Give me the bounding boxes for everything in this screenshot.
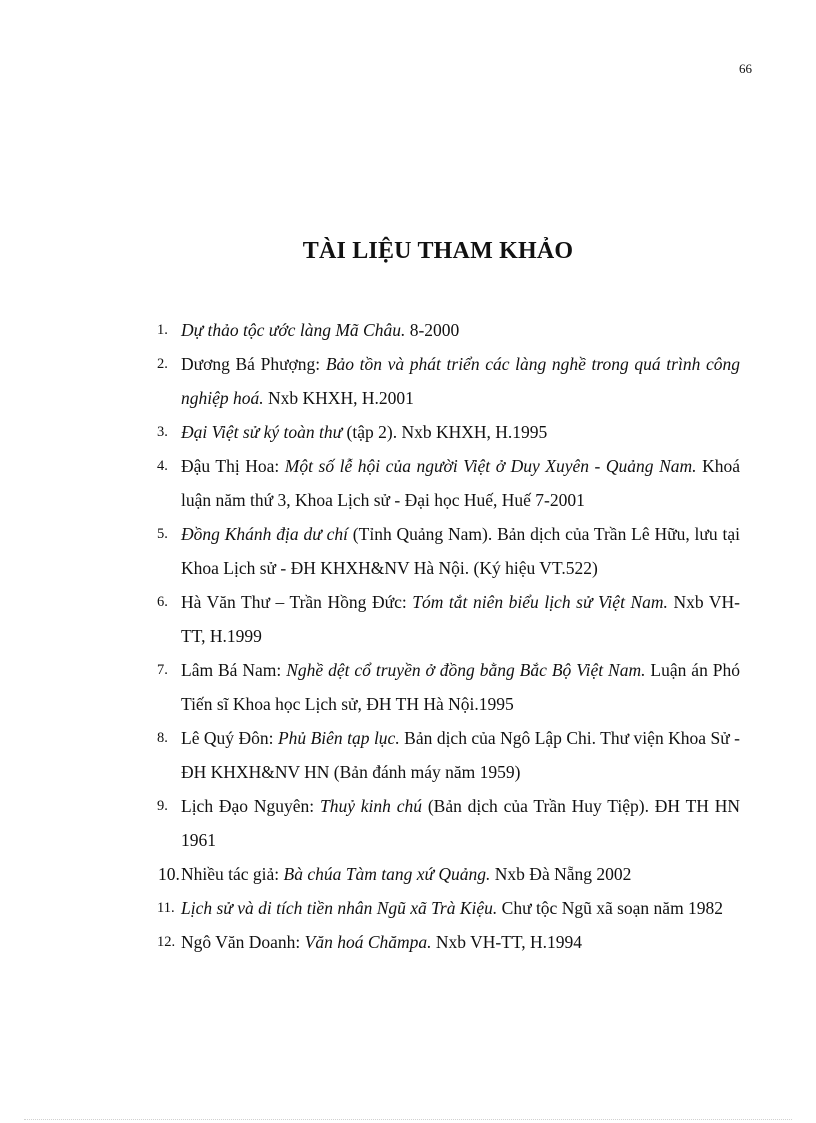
reference-number: 7.: [157, 662, 168, 678]
reference-title: Lịch sử và di tích tiền nhân Ngũ xã Trà Kiệu.: [181, 898, 498, 918]
reference-title: Một số lễ hội của người Việt ở Duy Xuyên - Quảng Nam.: [284, 456, 697, 476]
reference-author: Nhiều tác giả:: [181, 864, 284, 884]
reference-title: Văn hoá Chămpa.: [304, 932, 432, 952]
reference-author: Ngô Văn Doanh:: [181, 932, 305, 952]
reference-title: Thuỷ kinh chú: [319, 796, 423, 816]
reference-item: [155, 653, 740, 721]
reference-author: Dương Bá Phượng:: [181, 354, 326, 374]
reference-details: (Tỉnh Quảng Nam). Bản dịch của Trần Lê Hữu, lưu tại Khoa Lịch sử - ĐH KHXH&NV Hà Nội. (Ký hiệu VT.522): [181, 524, 740, 578]
reference-details: (Bản dịch của Trần Huy Tiệp). ĐH TH HN 1961: [181, 796, 740, 850]
reference-item: [155, 347, 740, 415]
reference-item: [155, 415, 740, 449]
reference-number: 2.: [157, 356, 168, 372]
reference-title: Dự thảo tộc ước làng Mã Châu.: [181, 320, 406, 340]
reference-number: 6.: [157, 594, 168, 610]
reference-details: Nxb Đà Nẵng 2002: [490, 864, 632, 884]
reference-title: Đồng Khánh địa dư chí: [181, 524, 348, 544]
reference-number: 8.: [157, 730, 168, 746]
reference-item: [155, 517, 740, 585]
reference-item: [155, 313, 740, 347]
reference-item: [155, 857, 740, 891]
reference-item: [155, 721, 740, 789]
reference-title: Nghề dệt cổ truyền ở đồng bằng Bắc Bộ Việt Nam.: [286, 660, 646, 680]
reference-title: Tóm tắt niên biểu lịch sử Việt Nam.: [412, 592, 668, 612]
reference-number: 12.: [157, 934, 176, 950]
reference-item: [155, 891, 740, 925]
reference-details: (tập 2). Nxb KHXH, H.1995: [342, 422, 548, 442]
reference-details: Chư tộc Ngũ xã soạn năm 1982: [497, 898, 724, 918]
page-bottom-divider: [24, 1119, 792, 1120]
reference-author: Hà Văn Thư – Trần Hồng Đức:: [181, 592, 413, 612]
reference-details: Bản dịch của Ngô Lập Chi. Thư viện Khoa Sử - ĐH KHXH&NV HN (Bản đánh máy năm 1959): [181, 728, 740, 782]
reference-item: [155, 449, 740, 517]
reference-number: 9.: [157, 798, 168, 814]
reference-details: Nxb KHXH, H.2001: [263, 388, 414, 408]
reference-author: Lâm Bá Nam:: [181, 660, 287, 680]
reference-details: Nxb VH-TT, H.1999: [181, 592, 740, 646]
reference-number: 4.: [157, 458, 168, 474]
reference-item: [155, 925, 740, 959]
page-title: TÀI LIỆU THAM KHẢO: [302, 238, 574, 264]
reference-author: Đậu Thị Hoa:: [181, 456, 285, 476]
page-number: 66: [739, 61, 752, 76]
reference-number: 11.: [157, 900, 175, 916]
reference-list: [155, 313, 740, 959]
reference-title: Phủ Biên tạp lục.: [277, 728, 400, 748]
reference-details: Nxb VH-TT, H.1994: [431, 932, 583, 952]
reference-number: 3.: [157, 424, 168, 440]
reference-title: Bảo tồn và phát triển các làng nghề trong quá trình công nghiệp hoá.: [181, 354, 740, 408]
reference-item: [155, 789, 740, 857]
reference-details: Luận án Phó Tiến sĩ Khoa học Lịch sử, ĐH TH Hà Nội.1995: [181, 660, 740, 714]
reference-details: 8-2000: [405, 320, 460, 340]
reference-number: 10.: [158, 864, 180, 884]
reference-title: Đại Việt sử ký toàn thư: [181, 422, 343, 442]
reference-item: [155, 585, 740, 653]
reference-number: 1.: [157, 322, 168, 338]
reference-number: 5.: [157, 526, 168, 542]
reference-author: Lịch Đạo Nguyên:: [181, 796, 320, 816]
reference-author: Lê Quý Đôn:: [181, 728, 278, 748]
reference-details: Khoá luận năm thứ 3, Khoa Lịch sử - Đại học Huế, Huế 7-2001: [181, 456, 740, 510]
reference-title: Bà chúa Tàm tang xứ Quảng.: [283, 864, 491, 884]
